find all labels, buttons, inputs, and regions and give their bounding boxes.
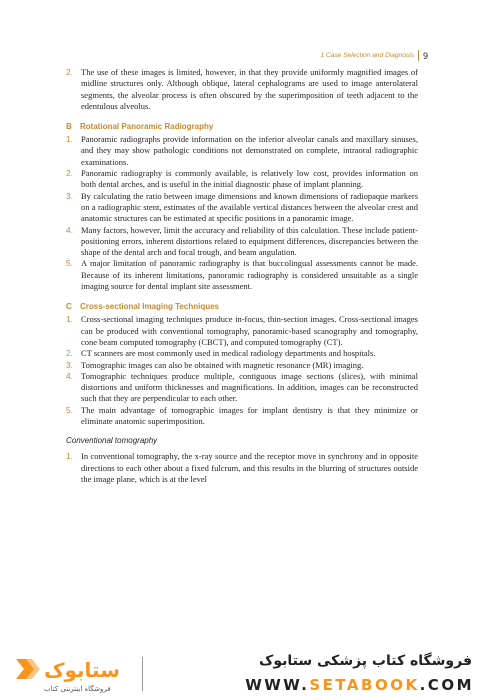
item-number: 5. [66, 258, 73, 269]
list-item [66, 134, 418, 168]
item-number: 1. [66, 134, 73, 145]
website-highlight: SETABOOK [309, 676, 420, 694]
item-number: 2. [66, 348, 73, 359]
page-number: 9 [422, 50, 428, 61]
setabook-logo [12, 651, 132, 695]
website-suffix: .COM [419, 676, 474, 694]
item-text: Cross-sectional imaging techniques produce in-focus, thin-section images. Cross-sectional images can be produced with conventional tomography, panoramic-based scanography and tomography, cone beam computed tomography (CBCT), and computed tomography (CT). [81, 314, 418, 347]
section-heading-b [66, 122, 418, 131]
item-text: The main advantage of tomographic images for implant dentistry is that they minimize or eliminate anatomic superimposition. [81, 404, 418, 427]
item-text: Tomographic images can also be obtained with magnetic resonance (MR) imaging. [81, 359, 364, 370]
item-number: 3. [66, 190, 73, 201]
section-letter: C [66, 302, 72, 312]
list-item [66, 405, 418, 428]
item-number: 2. [66, 168, 73, 179]
running-header [321, 50, 428, 61]
item-number: 4. [66, 224, 73, 235]
website-url[interactable] [245, 676, 474, 694]
logo-subtext: فروشگاه اینترنتی کتاب [44, 685, 111, 693]
shop-name: فروشگاه کتاب پزشکی ستابوک [259, 653, 472, 669]
item-number: 3. [66, 359, 73, 370]
list-item [66, 314, 418, 348]
list-item [66, 348, 418, 359]
item-text: Panoramic radiography is commonly available, is relatively low cost, provides information on both dental arches, and is useful in the initial diagnostic phase of implant planning. [81, 168, 418, 190]
item-text: By calculating the ratio between image dimensions and known dimensions of radiopaque markers on a radiographic stent, estimates of the available vertical distances between the alveolar crest and anatomic structures can be estimated at specific positions in a panoramic image. [81, 190, 418, 224]
list-item [66, 451, 418, 485]
running-title: 1 Case Selection and Diagnosis [320, 52, 414, 59]
footer-divider [142, 657, 143, 691]
list-item [66, 371, 418, 405]
item-number: 2. [66, 67, 73, 77]
list-item [66, 258, 418, 292]
item-number: 1. [66, 314, 73, 325]
item-text: Many factors, however, limit the accuracy and reliability of this calculation. These include patient-positioning errors, inherent distortions related to equipment differences, discrepancies between the shape of the dental arch and focal trough, and beam angulation. [81, 224, 418, 258]
item-text: Panoramic radiographs provide information on the inferior alveolar canals and maxillary sinuses, and they may show pathologic conditions not demonstrated on complete, intraoral radiographic examinations. [81, 134, 418, 167]
list-item [66, 168, 418, 191]
list-item [66, 360, 418, 371]
page-body [66, 67, 418, 485]
item-text: CT scanners are most commonly used in medical radiology departments and hospitals. [81, 348, 376, 359]
list-item [66, 225, 418, 259]
item-number: 5. [66, 404, 73, 415]
item-text: A major limitation of panoramic radiography is that buccolingual assessments cannot be made. Because of its inherent limitations, panoramic radiography is considered unsuitable as a single imaging source for dental implant site assessment. [81, 258, 418, 292]
list-item [66, 191, 418, 225]
item-number: 4. [66, 370, 73, 381]
item-text: The use of these images is limited, however, in that they provide uniformly magnified images of midline structures only. Although oblique, lateral cephalograms are used to image anterolateral segments, the alveolar process is often obscured by the superimposition of teeth adjacent to the edentulous alveolus. [81, 67, 418, 111]
item-text: Tomographic techniques produce multiple, contiguous image sections (slices), with minimal distortions and uniform thicknesses and magnifications. In addition, images can be reconstructed such that they are perpendicular to each other. [81, 370, 418, 404]
section-letter: B [66, 122, 72, 132]
logo-text: ستابوک [44, 658, 120, 682]
list-item [66, 67, 418, 112]
section-title: Rotational Panoramic Radiography [80, 122, 214, 132]
section-heading-c [66, 302, 418, 311]
watermark-footer [0, 647, 500, 700]
item-number: 1. [66, 451, 73, 462]
item-text: In conventional tomography, the x-ray source and the receptor move in synchrony and in opposite directions to each other about a fixed fulcrum, and this results in the blurring of structures outside the image plane, which is at the level [81, 451, 418, 484]
subsection-heading: Conventional tomography [66, 436, 158, 446]
section-title: Cross-sectional Imaging Techniques [80, 302, 219, 312]
header-divider [418, 50, 419, 61]
website-prefix: WWW. [245, 676, 310, 694]
